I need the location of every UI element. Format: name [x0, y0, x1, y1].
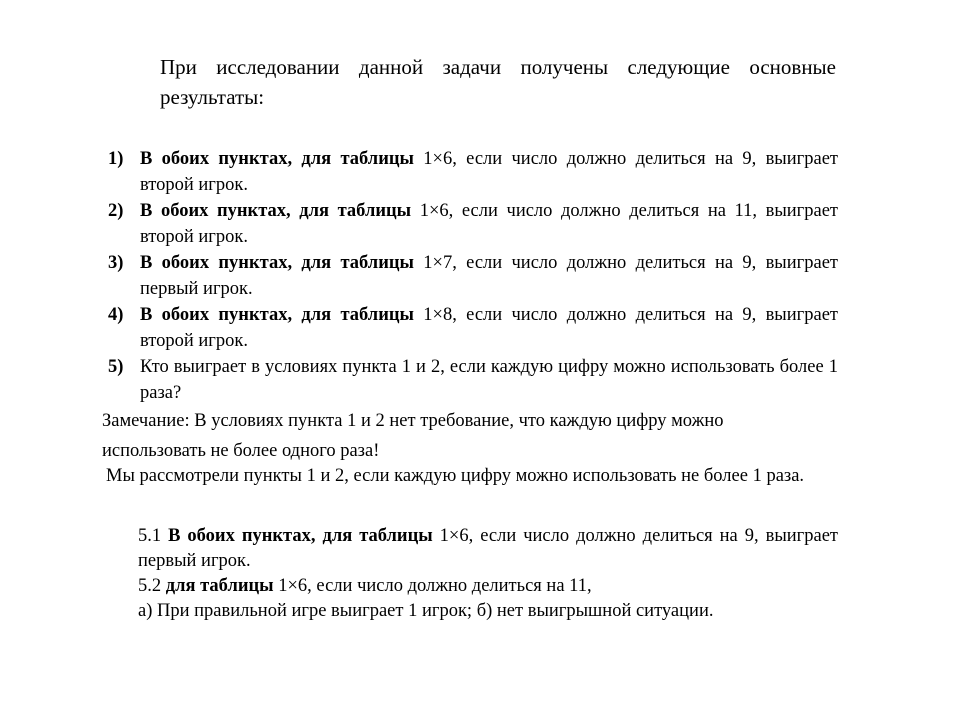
subresult-5-2-detail: а) При правильной игре выиграет 1 игрок; б) нет выигрышной ситуации.	[138, 601, 714, 621]
subresult-text: 1×6, если число должно делиться на 11,	[273, 576, 592, 596]
result-bold-text: В обоих пунктах, для таблицы	[140, 149, 414, 169]
result-text: 1×6, если число должно делиться на 9, выиграет второй игрок.	[140, 149, 838, 195]
subresult-prefix: 5.2	[138, 576, 166, 596]
result-number: 3)	[108, 253, 124, 273]
intro-text: При исследовании данной задачи получены следующие основные результаты:	[160, 55, 836, 109]
result-bold-text: В обоих пунктах, для таблицы	[140, 253, 414, 273]
result-number: 1)	[108, 149, 124, 169]
subresult-text: 1×6, если число должно делиться на 9, выиграет первый игрок.	[138, 526, 838, 571]
subresult-prefix: 5.1	[138, 526, 169, 546]
result-item-4	[100, 302, 838, 354]
result-bold-text: В обоих пунктах, для таблицы	[140, 305, 414, 325]
result-text: 1×8, если число должно делиться на 9, выиграет второй игрок.	[140, 305, 838, 351]
remark-text: Замечание: В условиях пункта 1 и 2 нет требование, что каждую цифру можно использовать не более одного раза!	[102, 411, 724, 461]
result-number: 2)	[108, 201, 124, 221]
result-item-5	[100, 354, 838, 406]
result-number: 5)	[108, 357, 124, 377]
result-text: 1×6, если число должно делиться на 11, выиграет второй игрок.	[140, 201, 838, 247]
result-text: Кто выиграет в условиях пункта 1 и 2, если каждую цифру можно использовать более 1 раза?	[140, 357, 838, 403]
result-bold-text: В обоих пунктах, для таблицы	[140, 201, 412, 221]
subresult-5-2	[138, 574, 838, 599]
result-item-2	[100, 198, 838, 250]
result-item-3	[100, 250, 838, 302]
subresult-bold-text: для таблицы	[165, 576, 274, 596]
results-list	[100, 146, 838, 406]
result-number: 4)	[108, 305, 124, 325]
considered-text: Мы рассмотрели пункты 1 и 2, если каждую цифру можно использовать не более 1 раза.	[106, 466, 805, 486]
subresult-bold-text: В обоих пунктах, для таблицы	[168, 526, 433, 546]
subresult-5-1	[138, 524, 838, 574]
result-item-1	[100, 146, 838, 198]
subresults	[138, 524, 838, 624]
result-text: 1×7, если число должно делиться на 9, выиграет первый игрок.	[140, 253, 838, 299]
